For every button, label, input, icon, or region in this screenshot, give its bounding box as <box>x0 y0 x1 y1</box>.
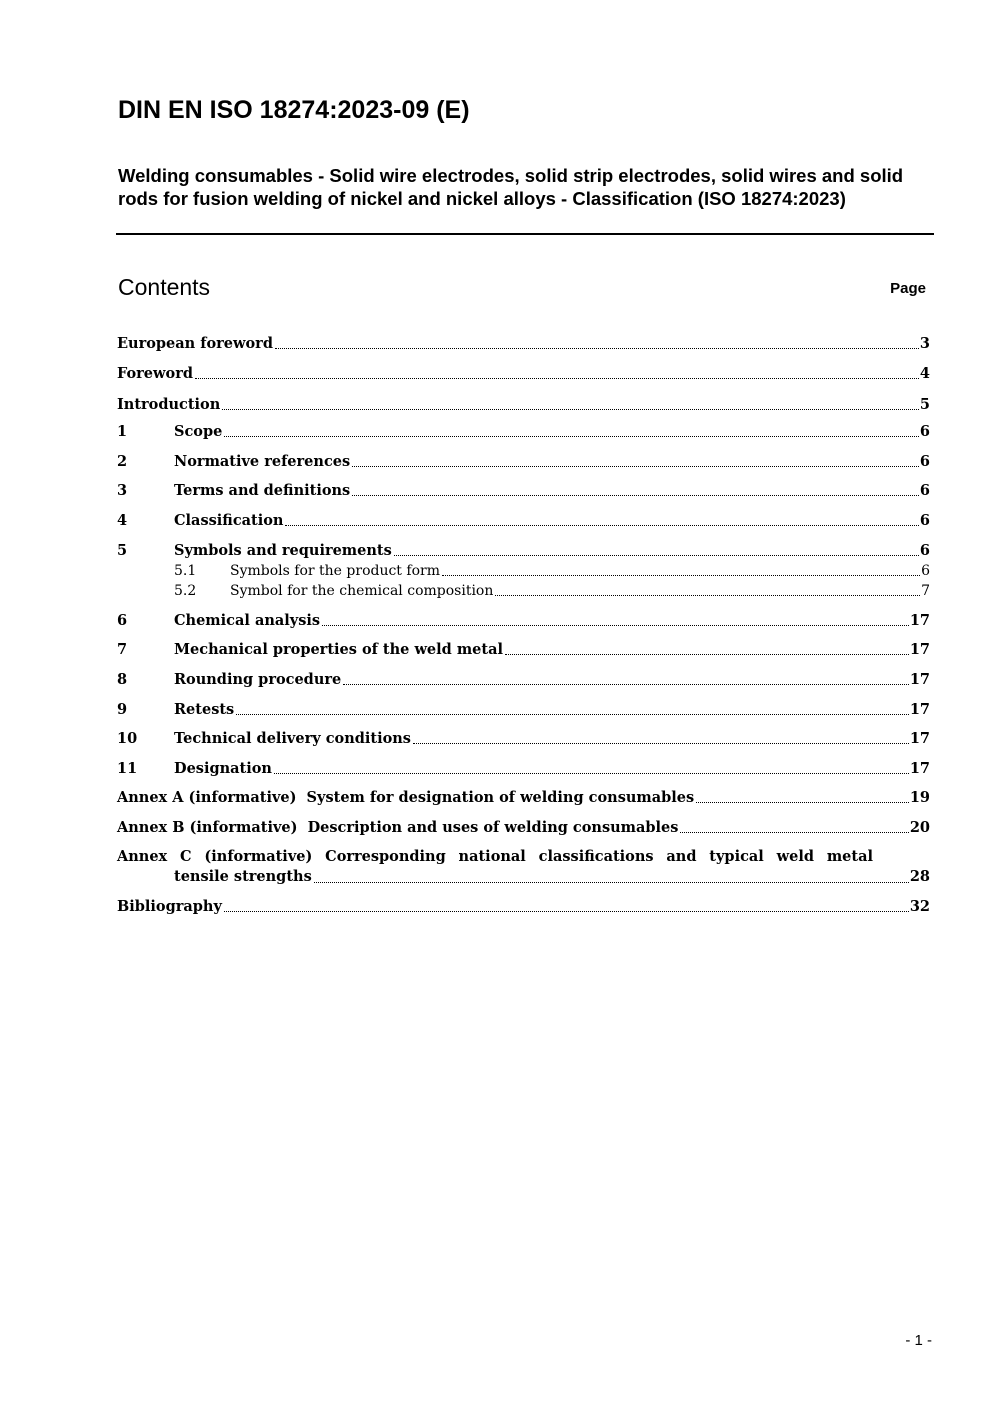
toc-entry-page: 6 <box>919 453 930 470</box>
toc-entry-number: 6 <box>117 612 128 629</box>
toc-entry-retests[interactable] <box>117 699 930 719</box>
toc-entry-page: 17 <box>909 701 930 718</box>
dot-leader <box>322 625 909 626</box>
toc-entry-number: 10 <box>117 730 138 747</box>
table-of-contents <box>117 0 930 1000</box>
toc-entry-mechanical-properties[interactable] <box>117 639 930 659</box>
toc-entry-number: 3 <box>117 482 128 499</box>
toc-entry-page: 6 <box>921 563 930 579</box>
toc-entry-page: 6 <box>919 512 930 529</box>
toc-entry-label: Scope <box>174 423 223 440</box>
dot-leader <box>352 466 919 467</box>
toc-entry-annex-a[interactable] <box>117 787 930 807</box>
toc-entry-scope[interactable] <box>117 421 930 441</box>
toc-entry-symbols-product-form[interactable] <box>117 560 930 580</box>
dot-leader <box>413 743 909 744</box>
toc-entry-page: 4 <box>919 365 930 382</box>
toc-entry-introduction[interactable] <box>117 394 930 414</box>
toc-entry-classification[interactable] <box>117 510 930 530</box>
toc-entry-label: Chemical analysis <box>174 612 321 629</box>
toc-entry-continuation <box>174 867 930 887</box>
dot-leader <box>696 802 909 803</box>
dot-leader <box>394 555 919 556</box>
toc-entry-page: 17 <box>909 671 930 688</box>
toc-entry-label: Classification <box>174 512 284 529</box>
toc-entry-label: Foreword <box>117 365 193 382</box>
toc-entry-label: Annex B (informative) Description and uses of welding consumables <box>117 819 679 836</box>
toc-entry-rounding-procedure[interactable] <box>117 669 930 689</box>
toc-entry-label: Technical delivery conditions <box>174 730 411 747</box>
toc-entry-page: 17 <box>909 612 930 629</box>
contents-heading: Contents <box>118 274 211 300</box>
toc-entry-label-continued: tensile strengths <box>174 868 312 885</box>
toc-entry-european-foreword[interactable] <box>117 333 930 353</box>
toc-entry-number: 11 <box>117 760 138 777</box>
toc-entry-page: 19 <box>909 789 930 806</box>
toc-entry-number: 7 <box>117 641 128 658</box>
toc-entry-label: Designation <box>174 760 272 777</box>
toc-entry-number: 9 <box>117 701 128 718</box>
toc-entry-label: European foreword <box>117 335 273 352</box>
toc-entry-page: 28 <box>909 868 930 885</box>
toc-entry-foreword[interactable] <box>117 363 930 383</box>
toc-entry-label: Annex A (informative) System for designation of welding consumables <box>117 789 695 806</box>
dot-leader <box>224 911 909 912</box>
toc-entry-label: Symbols for the product form <box>230 563 440 579</box>
toc-entry-number: 5 <box>117 542 128 559</box>
toc-entry-label: Symbols and requirements <box>174 542 392 559</box>
toc-entry-number: 5.1 <box>174 563 197 579</box>
dot-leader <box>274 773 909 774</box>
toc-entry-number: 5.2 <box>174 583 197 599</box>
toc-entry-page: 5 <box>919 396 930 413</box>
dot-leader <box>236 714 909 715</box>
toc-entry-technical-delivery-conditions[interactable] <box>117 728 930 748</box>
toc-entry-number: 2 <box>117 453 128 470</box>
toc-entry-label: Terms and definitions <box>174 482 351 499</box>
toc-entry-terms-and-definitions[interactable] <box>117 480 930 500</box>
toc-entry-label: Normative references <box>174 453 351 470</box>
dot-leader <box>314 882 909 883</box>
toc-entry-page: 6 <box>919 542 930 559</box>
toc-entry-annex-c[interactable] <box>117 847 930 887</box>
toc-entry-label: Bibliography <box>117 898 222 915</box>
toc-entry-bibliography[interactable] <box>117 896 930 916</box>
dot-leader <box>285 525 918 526</box>
toc-entry-page: 6 <box>919 423 930 440</box>
toc-entry-number: 4 <box>117 512 128 529</box>
toc-entry-page: 6 <box>919 482 930 499</box>
dot-leader <box>680 832 908 833</box>
dot-leader <box>343 684 909 685</box>
toc-entry-number: 8 <box>117 671 128 688</box>
dot-leader <box>505 654 909 655</box>
toc-entry-designation[interactable] <box>117 758 930 778</box>
page-column-label: Page <box>890 280 926 297</box>
dot-leader <box>495 595 920 596</box>
toc-entry-symbol-chemical-composition[interactable] <box>117 580 930 600</box>
toc-entry-label: Rounding procedure <box>174 671 342 688</box>
toc-entry-label: Mechanical properties of the weld metal <box>174 641 504 658</box>
page-number: - 1 - <box>905 1332 932 1349</box>
toc-entry-annex-b[interactable] <box>117 817 930 837</box>
toc-entry-page: 3 <box>919 335 930 352</box>
toc-entry-label: Retests <box>174 701 235 718</box>
toc-entry-symbols-and-requirements[interactable] <box>117 540 930 560</box>
dot-leader <box>222 409 919 410</box>
dot-leader <box>195 378 919 379</box>
toc-entry-page: 17 <box>909 641 930 658</box>
document-title: Welding consumables - Solid wire electrodes, solid strip electrodes, solid wires and solid rods for fusion welding of nickel and nickel alloys - Classification (ISO 18274:2023) <box>118 165 904 209</box>
toc-entry-label: Introduction <box>117 396 221 413</box>
toc-entry-label: Annex C (informative) Corresponding national classifications and typical weld metal <box>117 848 873 865</box>
toc-entry-page: 17 <box>909 730 930 747</box>
toc-entry-label: Symbol for the chemical composition <box>230 583 494 599</box>
toc-entry-page: 7 <box>921 583 930 599</box>
dot-leader <box>275 348 919 349</box>
toc-entry-number: 1 <box>117 423 128 440</box>
dot-leader <box>224 436 919 437</box>
toc-entry-page: 17 <box>909 760 930 777</box>
toc-entry-page: 32 <box>909 898 930 915</box>
toc-entry-chemical-analysis[interactable] <box>117 610 930 630</box>
document-id: DIN EN ISO 18274:2023-09 (E) <box>118 96 470 124</box>
dot-leader <box>442 575 920 576</box>
toc-entry-page: 20 <box>909 819 930 836</box>
toc-entry-normative-references[interactable] <box>117 451 930 471</box>
dot-leader <box>352 495 919 496</box>
